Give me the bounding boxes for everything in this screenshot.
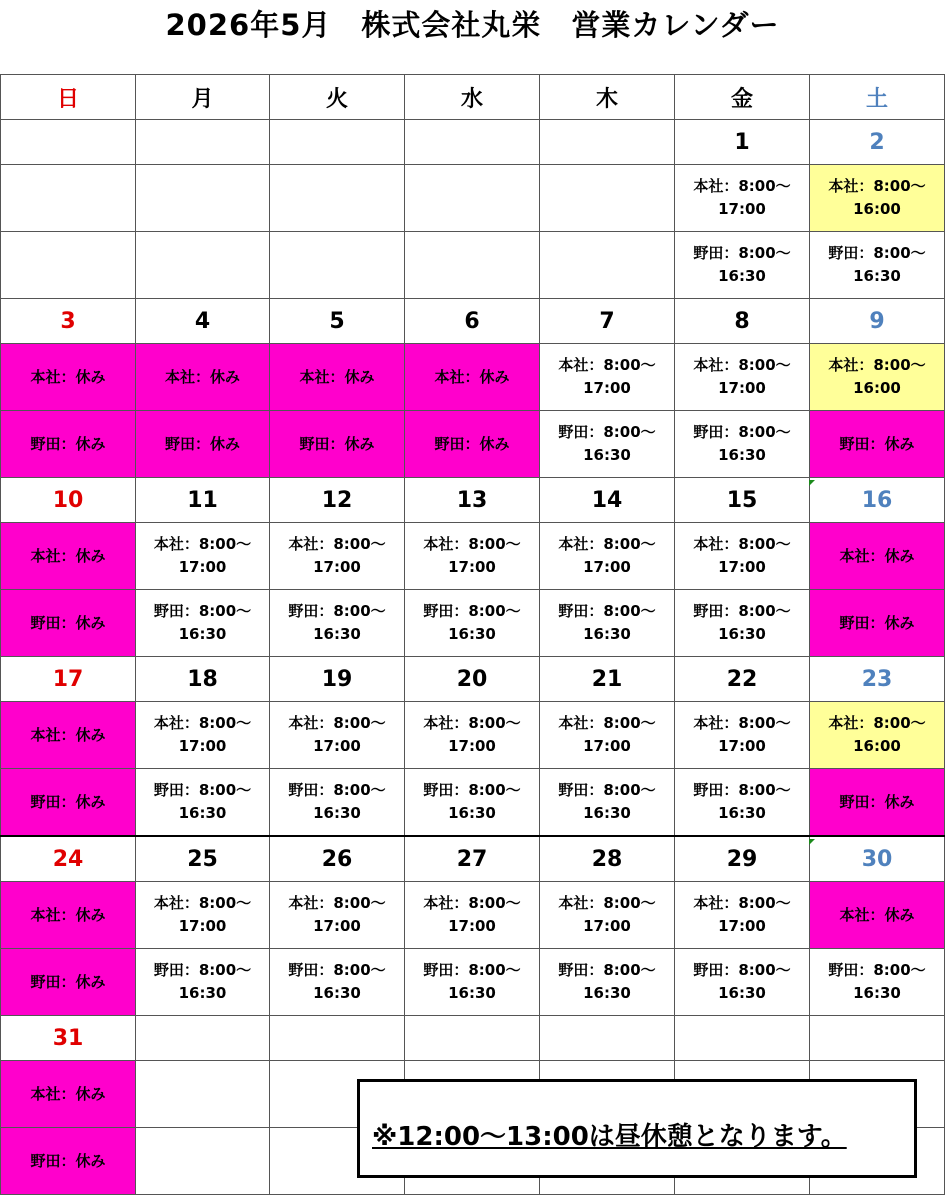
calendar-table — [0, 74, 945, 1195]
honsha-hours-cell: 本社：休み — [1, 882, 136, 949]
noda-hours-cell: 野田：休み — [810, 411, 945, 478]
noda-hours-cell: 野田：8:00～ 16:30 — [405, 949, 540, 1016]
noda-hours-cell — [1, 232, 136, 299]
noda-hours-cell: 野田：8:00～ 16:30 — [540, 949, 675, 1016]
date-cell: 9 — [810, 299, 945, 344]
date-cell: 29 — [675, 836, 810, 882]
noda-hours-cell — [405, 232, 540, 299]
date-cell: 19 — [270, 657, 405, 702]
honsha-hours-cell: 本社：8:00～ 17:00 — [675, 523, 810, 590]
weekday-header: 水 — [405, 75, 540, 120]
honsha-hours-cell: 本社：休み — [810, 882, 945, 949]
date-row — [1, 120, 945, 165]
honsha-hours-cell — [270, 165, 405, 232]
weekday-header: 金 — [675, 75, 810, 120]
honsha-hours-cell: 本社：8:00～ 17:00 — [405, 523, 540, 590]
date-cell: 30 — [810, 836, 945, 882]
noda-hours-cell: 野田：休み — [136, 411, 270, 478]
noda-hours-cell: 野田：8:00～ 16:30 — [675, 411, 810, 478]
noda-hours-cell: 野田：休み — [1, 1128, 136, 1195]
date-cell: 16 — [810, 478, 945, 523]
date-cell: 31 — [1, 1016, 136, 1061]
date-cell — [270, 1016, 405, 1061]
date-row — [1, 478, 945, 523]
honsha-hours-cell — [136, 1061, 270, 1128]
date-cell — [405, 120, 540, 165]
date-cell: 14 — [540, 478, 675, 523]
honsha-hours-cell: 本社：休み — [270, 344, 405, 411]
date-cell: 5 — [270, 299, 405, 344]
weekday-header: 木 — [540, 75, 675, 120]
noda-hours-cell: 野田：休み — [1, 411, 136, 478]
weekday-header-row — [1, 75, 945, 120]
noda-hours-cell: 野田：8:00～ 16:30 — [540, 411, 675, 478]
honsha-hours-cell: 本社：8:00～ 17:00 — [675, 882, 810, 949]
noda-hours-cell: 野田：休み — [1, 949, 136, 1016]
honsha-hours-row — [1, 882, 945, 949]
honsha-hours-cell — [540, 165, 675, 232]
date-cell — [136, 120, 270, 165]
noda-hours-row — [1, 232, 945, 299]
honsha-hours-cell: 本社：休み — [1, 1061, 136, 1128]
date-cell — [540, 1016, 675, 1061]
honsha-hours-cell: 本社：8:00～ 17:00 — [540, 882, 675, 949]
noda-hours-row — [1, 949, 945, 1016]
honsha-hours-cell: 本社：休み — [405, 344, 540, 411]
date-row — [1, 1016, 945, 1061]
honsha-hours-cell: 本社：8:00～ 17:00 — [540, 344, 675, 411]
honsha-hours-cell: 本社：8:00～ 16:00 — [810, 165, 945, 232]
noda-hours-cell: 野田：休み — [270, 411, 405, 478]
date-cell — [1, 120, 136, 165]
noda-hours-cell — [136, 232, 270, 299]
noda-hours-cell: 野田：休み — [1, 769, 136, 837]
honsha-hours-cell: 本社：8:00～ 17:00 — [675, 702, 810, 769]
weekday-header: 土 — [810, 75, 945, 120]
noda-hours-row — [1, 590, 945, 657]
honsha-hours-row — [1, 165, 945, 232]
honsha-hours-row — [1, 344, 945, 411]
noda-hours-cell: 野田：8:00～ 16:30 — [136, 949, 270, 1016]
noda-hours-row — [1, 411, 945, 478]
noda-hours-cell: 野田：8:00～ 16:30 — [136, 769, 270, 837]
date-cell — [270, 120, 405, 165]
cell-comment-marker — [809, 480, 815, 486]
weekday-header: 月 — [136, 75, 270, 120]
date-cell: 2 — [810, 120, 945, 165]
honsha-hours-cell: 本社：8:00～ 17:00 — [405, 882, 540, 949]
noda-hours-cell: 野田：8:00～ 16:30 — [810, 232, 945, 299]
honsha-hours-cell — [1, 165, 136, 232]
honsha-hours-cell: 本社：8:00～ 16:00 — [810, 344, 945, 411]
noda-hours-cell: 野田：8:00～ 16:30 — [136, 590, 270, 657]
noda-hours-cell: 野田：8:00～ 16:30 — [810, 949, 945, 1016]
honsha-hours-cell: 本社：休み — [136, 344, 270, 411]
date-cell: 27 — [405, 836, 540, 882]
honsha-hours-cell: 本社：8:00～ 17:00 — [136, 523, 270, 590]
noda-hours-cell: 野田：休み — [1, 590, 136, 657]
date-cell: 21 — [540, 657, 675, 702]
noda-hours-cell: 野田：8:00～ 16:30 — [540, 590, 675, 657]
honsha-hours-cell: 本社：休み — [1, 702, 136, 769]
date-cell: 24 — [1, 836, 136, 882]
noda-hours-cell: 野田：休み — [810, 769, 945, 837]
noda-hours-cell: 野田：8:00～ 16:30 — [270, 769, 405, 837]
date-cell: 28 — [540, 836, 675, 882]
date-cell: 1 — [675, 120, 810, 165]
noda-hours-cell: 野田：8:00～ 16:30 — [540, 769, 675, 837]
honsha-hours-cell: 本社：8:00～ 16:00 — [810, 702, 945, 769]
honsha-hours-cell: 本社：8:00～ 17:00 — [270, 882, 405, 949]
date-cell: 7 — [540, 299, 675, 344]
noda-hours-cell: 野田：休み — [810, 590, 945, 657]
date-cell — [810, 1016, 945, 1061]
honsha-hours-cell: 本社：8:00～ 17:00 — [136, 702, 270, 769]
honsha-hours-cell: 本社：8:00～ 17:00 — [675, 344, 810, 411]
honsha-hours-cell: 本社：8:00～ 17:00 — [136, 882, 270, 949]
date-cell — [540, 120, 675, 165]
date-cell — [136, 1016, 270, 1061]
date-cell: 23 — [810, 657, 945, 702]
date-cell: 4 — [136, 299, 270, 344]
date-cell — [405, 1016, 540, 1061]
honsha-hours-row — [1, 702, 945, 769]
cell-comment-marker — [809, 839, 815, 845]
date-cell: 26 — [270, 836, 405, 882]
date-cell: 12 — [270, 478, 405, 523]
honsha-hours-row — [1, 523, 945, 590]
date-cell: 10 — [1, 478, 136, 523]
noda-hours-cell: 野田：8:00～ 16:30 — [405, 590, 540, 657]
noda-hours-row — [1, 769, 945, 837]
honsha-hours-cell: 本社：8:00～ 17:00 — [540, 523, 675, 590]
honsha-hours-cell: 本社：休み — [810, 523, 945, 590]
date-cell: 8 — [675, 299, 810, 344]
honsha-hours-cell: 本社：休み — [1, 523, 136, 590]
honsha-hours-cell: 本社：8:00～ 17:00 — [270, 702, 405, 769]
honsha-hours-cell: 本社：8:00～ 17:00 — [540, 702, 675, 769]
noda-hours-cell: 野田：8:00～ 16:30 — [675, 769, 810, 837]
noda-hours-cell — [540, 232, 675, 299]
lunch-break-note-text: ※12:00～13:00は昼休憩となります。 — [372, 1122, 847, 1152]
date-cell — [675, 1016, 810, 1061]
date-cell: 15 — [675, 478, 810, 523]
honsha-hours-cell: 本社：8:00～ 17:00 — [405, 702, 540, 769]
honsha-hours-cell: 本社：休み — [1, 344, 136, 411]
date-cell: 6 — [405, 299, 540, 344]
honsha-hours-cell: 本社：8:00～ 17:00 — [270, 523, 405, 590]
honsha-hours-cell: 本社：8:00～ 17:00 — [675, 165, 810, 232]
weekday-header: 火 — [270, 75, 405, 120]
date-cell: 25 — [136, 836, 270, 882]
date-row — [1, 836, 945, 882]
date-cell: 20 — [405, 657, 540, 702]
noda-hours-cell: 野田：8:00～ 16:30 — [675, 232, 810, 299]
date-cell: 3 — [1, 299, 136, 344]
noda-hours-cell: 野田：8:00～ 16:30 — [270, 590, 405, 657]
date-cell: 18 — [136, 657, 270, 702]
date-row — [1, 299, 945, 344]
date-cell: 17 — [1, 657, 136, 702]
noda-hours-cell: 野田：8:00～ 16:30 — [675, 949, 810, 1016]
noda-hours-cell — [136, 1128, 270, 1195]
date-cell: 22 — [675, 657, 810, 702]
noda-hours-cell: 野田：8:00～ 16:30 — [405, 769, 540, 837]
noda-hours-cell: 野田：8:00～ 16:30 — [675, 590, 810, 657]
page-title: 2026年5月 株式会社丸栄 営業カレンダー — [165, 8, 780, 42]
date-row — [1, 657, 945, 702]
date-cell: 11 — [136, 478, 270, 523]
calendar-body — [1, 75, 945, 1195]
noda-hours-cell — [270, 232, 405, 299]
weekday-header: 日 — [1, 75, 136, 120]
noda-hours-cell: 野田：休み — [405, 411, 540, 478]
date-cell: 13 — [405, 478, 540, 523]
honsha-hours-cell — [405, 165, 540, 232]
honsha-hours-cell — [136, 165, 270, 232]
noda-hours-cell: 野田：8:00～ 16:30 — [270, 949, 405, 1016]
lunch-break-note — [357, 1079, 917, 1178]
